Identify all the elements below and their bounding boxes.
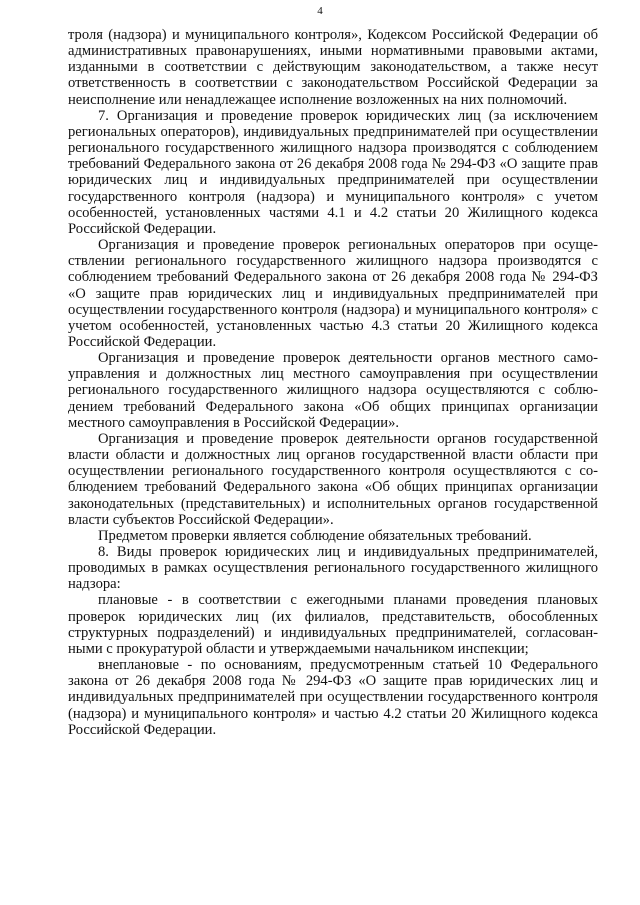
paragraph-state-authorities: Организация и проведение проверок деятельности органов государственной власти области и должностных лиц органов государственной власти области при осуществлении регионального государственного контроля осуществляются с соблюдением требований Федерального закона «Об общих принципах организации законодательных (представительных) и исполнительных органов государственной власти субъектов Российской Федерации».: [68, 430, 598, 528]
paragraph-regional-operators: Организация и проведение проверок региональных операторов при осуществлении регионального государственного жилищного надзора производятся с соблюдением требований Федерального закона от 26 декабря 2008 года № 294-ФЗ «О защите прав юридических лиц и индивидуальных предпринимателей при осуществлении государственного контроля (надзора) и муниципального контроля» с учетом особенностей, установленных частью 4.3 статьи 20 Жилищного кодекса Российской Федерации.: [68, 237, 598, 350]
paragraph-unscheduled-inspections: внеплановые - по основаниям, предусмотренным статьей 10 Федерального закона от 26 декабря 2008 года № 294-ФЗ «О защите прав юридических лиц и индивидуальных предпринимателей при осуществлении государственного контроля (надзора) и муниципального контроля» и частью 4.2 статьи 20 Жилищного кодекса Российской Федерации.: [68, 657, 598, 738]
paragraph-section-7: 7. Организация и проведение проверок юридических лиц (за исключением региональных операторов), индивидуальных предпринимателей при осуществлении регионального государственного жилищного надзора производятся с соблюдением требований Федерального закона от 26 декабря 2008 года № 294-ФЗ «О защите прав юридических лиц и индивидуальных предпринимателей при осуществлении государственного контроля (надзора) и муниципального контроля» с учетом особенностей, установленных частями 4.1 и 4.2 статьи 20 Жилищного кодекса Российской Федерации.: [68, 107, 598, 237]
document-body: [68, 27, 598, 738]
paragraph-inspection-subject: Предметом проверки является соблюдение обязательных требований.: [98, 527, 532, 544]
paragraph-continuation: троля (надзора) и муниципального контроля», Кодексом Российской Федерации об административных правонарушениях, иными нормативными правовыми актами, изданными в соответствии с действующим законодательством, а также несут ответственность в соответствии с законодательством Российской Федерации за неисполнение или ненадлежащее исполнение возложенных на них полномочий.: [68, 27, 598, 108]
paragraph-section-8: 8. Виды проверок юридических лиц и индивидуальных предпринимателей, проводимых в рамках осуществления регионального государственного жилищного надзора:: [68, 544, 598, 593]
paragraph-planned-inspections: плановые - в соответствии с ежегодными планами проведения плановых проверок юридических лиц (их филиалов, представительств, обособленных структурных подразделений) и индивидуальных предпринимателей, согласованными с прокуратурой области и утверждаемыми начальником инспекции;: [68, 592, 598, 657]
page-number: 4: [317, 5, 323, 17]
paragraph-local-self-government: Организация и проведение проверок деятельности органов местного самоуправления и должностных лиц местного самоуправления при осуществлении регионального государственного жилищного надзора осуществляются с соблюдением требований Федерального закона «Об общих принципах организации местного самоуправления в Российской Федерации».: [68, 350, 598, 431]
